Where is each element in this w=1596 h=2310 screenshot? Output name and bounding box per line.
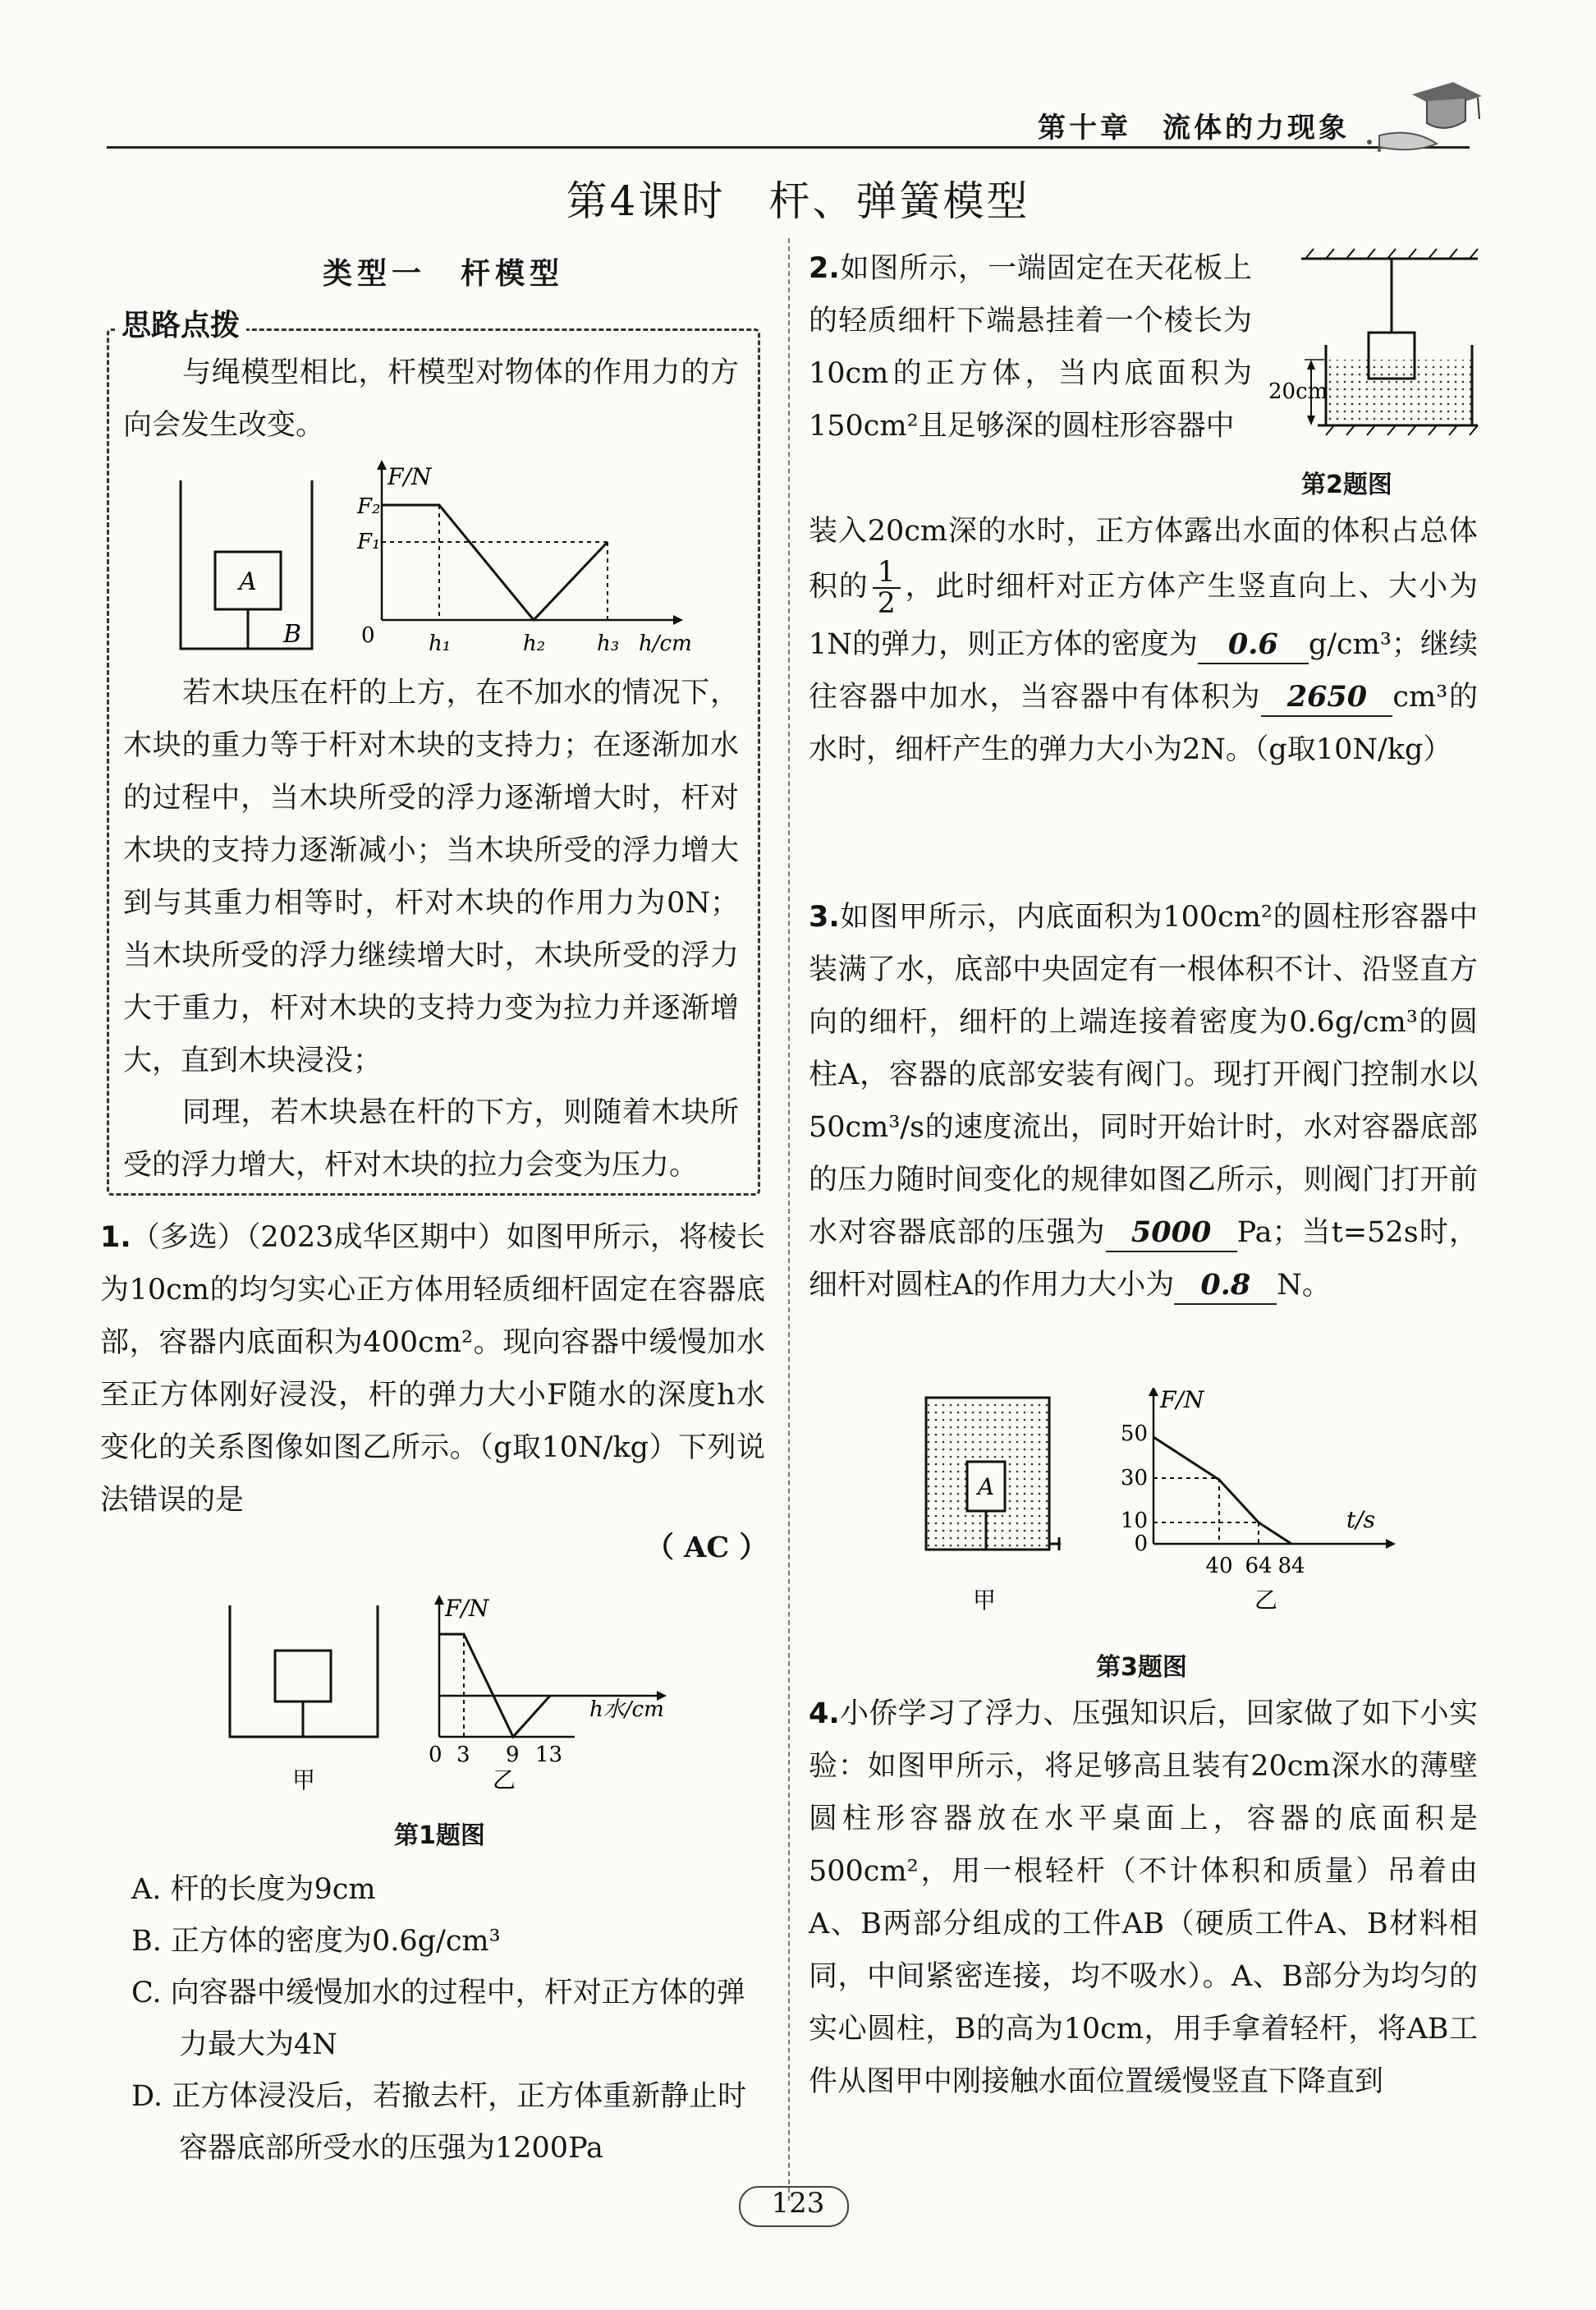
question-3-text-3: N。	[1277, 1269, 1331, 1302]
x-axis-label: h/cm	[639, 631, 692, 656]
y-axis-label: F/N	[1160, 1388, 1204, 1413]
rod-force-graph	[356, 460, 692, 656]
rod-model-figure	[164, 460, 706, 661]
question-2-caption: 第2题图	[1301, 471, 1392, 499]
question-2-text-b2: ，此时细杆对正方体产生竖直向上、大小为1N的弹力，则正方体的密度为	[809, 570, 1478, 661]
question-2-text-b1: 装入20cm深的水时，正方体露出水面的体积占总体积的	[809, 515, 1478, 604]
x-tick-84: 84	[1277, 1554, 1305, 1578]
figure-a-label: 甲	[973, 1587, 997, 1614]
question-1-caption: 第1题图	[394, 1821, 485, 1850]
rod-label: B	[283, 620, 302, 649]
option-d: D. 正方体浸没后，若撤去杆，正方体重新静止时容器底部所受水的压强为1200Pa	[131, 2080, 747, 2165]
x-tick-40: 40	[1205, 1554, 1233, 1578]
question-4-text: 小侨学习了浮力、压强知识后，回家做了如下小实验：如图甲所示，将足够高且装有20cm深水的薄壁圆柱形容器放在水平桌面上，容器的底面积是500cm²，用一根轻杆（不计体积和质量）吊着由A、B两部分组成的工件AB（硬质工件A、B材料相同，中间紧密连接，均不吸水）。A、B部分为均匀的实心圆柱，B的高为10cm，用手拿着轻杆，将AB工件从图甲中刚接触水面位置缓慢竖直下降直到	[809, 1697, 1478, 2098]
question-1-figure	[213, 1593, 706, 1807]
fraction	[873, 558, 901, 618]
y-tick-10: 10	[1120, 1509, 1148, 1533]
y-tick-50: 50	[1120, 1421, 1148, 1446]
figure-b-label: 乙	[1254, 1587, 1278, 1614]
question-number: 3.	[809, 901, 840, 934]
figure-b-label: 乙	[493, 1766, 516, 1793]
think-box-paragraph-1: 与绳模型相比，杆模型对物体的作用力的方向会发生改变。	[123, 356, 739, 442]
f1-label: F₁	[357, 530, 381, 554]
column-divider	[788, 238, 790, 2201]
tick-13: 13	[535, 1743, 563, 1767]
container-drawing	[181, 480, 312, 649]
y-tick-30: 30	[1120, 1466, 1148, 1490]
y-axis-label: F/N	[445, 1595, 489, 1622]
x-tick-64: 64	[1245, 1554, 1273, 1578]
chapter-header: 第十章 流体的力现象	[1038, 112, 1350, 145]
question-2-text-b4: cm³的水时，细杆产生的弹力大小为2N。（g取10N/kg）	[809, 681, 1478, 766]
option-c: C. 向容器中缓慢加水的过程中，杆对正方体的弹力最大为4N	[131, 1977, 745, 2061]
question-1-options	[131, 1864, 772, 2175]
question-2-figure	[1268, 246, 1482, 443]
question-3	[809, 891, 1478, 1311]
tick-0: 0	[429, 1743, 443, 1767]
y-tick-0: 0	[1134, 1532, 1148, 1556]
header-rule	[107, 146, 1470, 149]
question-3-figure	[911, 1388, 1404, 1634]
container-a-drawing	[926, 1398, 1061, 1614]
question-2-part-a	[809, 242, 1252, 452]
option-b: B. 正方体的密度为0.6g/cm³	[131, 1925, 501, 1958]
answer-blank-density[interactable]: 0.6	[1198, 627, 1309, 664]
force-time-chart	[1121, 1388, 1396, 1614]
question-3-text-2: Pa；当t=52s时，细杆对圆柱A的作用力大小为	[809, 1216, 1478, 1302]
x-axis-label: t/s	[1346, 1506, 1376, 1533]
block-label: A	[239, 567, 257, 596]
question-number: 4.	[809, 1697, 840, 1730]
question-3-caption: 第3题图	[1096, 1653, 1187, 1682]
question-number: 2.	[809, 252, 840, 285]
section-title: 类型一 杆模型	[322, 256, 564, 291]
question-4	[809, 1688, 1478, 2108]
lesson-title: 第4课时 杆、弹簧模型	[566, 177, 1030, 225]
cylinder-label: A	[977, 1473, 995, 1500]
y-axis-label: F/N	[388, 463, 432, 490]
option-a: A. 杆的长度为9cm	[131, 1873, 376, 1906]
answer-blank-pressure[interactable]: 5000	[1106, 1215, 1237, 1252]
answer-blank-force[interactable]: 0.8	[1174, 1267, 1277, 1305]
question-2-text-a: 如图所示，一端固定在天花板上的轻质细杆下端悬挂着一个棱长为10cm的正方体，当内底面积为150cm²且足够深的圆柱形容器中	[809, 252, 1252, 443]
h1-label: h₁	[429, 631, 452, 656]
answer-blank-volume[interactable]: 2650	[1261, 679, 1392, 717]
think-box-paragraph-3: 同理，若木块悬在杆的下方，则随着木块所受的浮力增大，杆对木块的拉力会变为压力。	[123, 1096, 739, 1182]
x-axis-label: h水/cm	[589, 1697, 664, 1722]
series-line-f	[1153, 1437, 1291, 1544]
h2-label: h₂	[523, 631, 546, 656]
f2-label: F₂	[357, 494, 381, 519]
question-2-part-b	[809, 505, 1478, 776]
graduation-cap-icon	[1363, 78, 1486, 156]
question-1-text: （多选）（2023成华区期中）如图甲所示，将棱长为10cm的均匀实心正方体用轻质细杆固定在容器底部，容器内底面积为400cm²。现向容器中缓慢加水至正方体刚好浸没，杆的弹力大小F随水的深度h水变化的关系图像如图乙所示。（g取10N/kg）下列说法错误的是	[100, 1221, 765, 1517]
question-3-text-1: 如图甲所示，内底面积为100cm²的圆柱形容器中装满了水，底部中央固定有一根体积不计、沿竖直方向的细杆，细杆的上端连接着密度为0.6g/cm³的圆柱A，容器的底部安装有阀门。现打开阀门控制水以50cm³/s的速度流出，同时开始计时，水对容器底部的压力随时间变化的规律如图乙所示，则阀门打开前水对容器底部的压强为	[809, 901, 1478, 1249]
tick-3: 3	[456, 1743, 470, 1767]
fraction-denominator: 2	[877, 587, 896, 620]
origin-label: 0	[361, 623, 375, 648]
question-1	[100, 1211, 765, 1527]
tick-9: 9	[506, 1743, 520, 1767]
figure-a-label: 甲	[291, 1766, 316, 1793]
fraction-numerator: 1	[873, 558, 901, 589]
depth-label: 20cm	[1268, 379, 1328, 404]
page-number: 123	[771, 2187, 825, 2220]
think-box-paragraph-2: 若木块压在杆的上方，在不加水的情况下，木块的重力等于杆对木块的支持力；在逐渐加水的过程中，当木块所受的浮力逐渐增大时，杆对木块的支持力逐渐减小；当木块所受的浮力增大到与其重力相等时，杆对木块的作用力为0N；当木块所受的浮力继续增大时，木块所受的浮力大于重力，杆对木块的支持力变为拉力并逐渐增大，直到木块浸没；	[123, 677, 739, 1077]
question-2-text-b3: g/cm³；继续往容器中加水，当容器中有体积为	[809, 628, 1478, 714]
question-1-answer: （ AC ）	[645, 1531, 768, 1564]
h3-label: h₃	[597, 631, 620, 656]
question-number: 1.	[100, 1221, 131, 1254]
think-box-label: 思路点拨	[115, 302, 246, 344]
